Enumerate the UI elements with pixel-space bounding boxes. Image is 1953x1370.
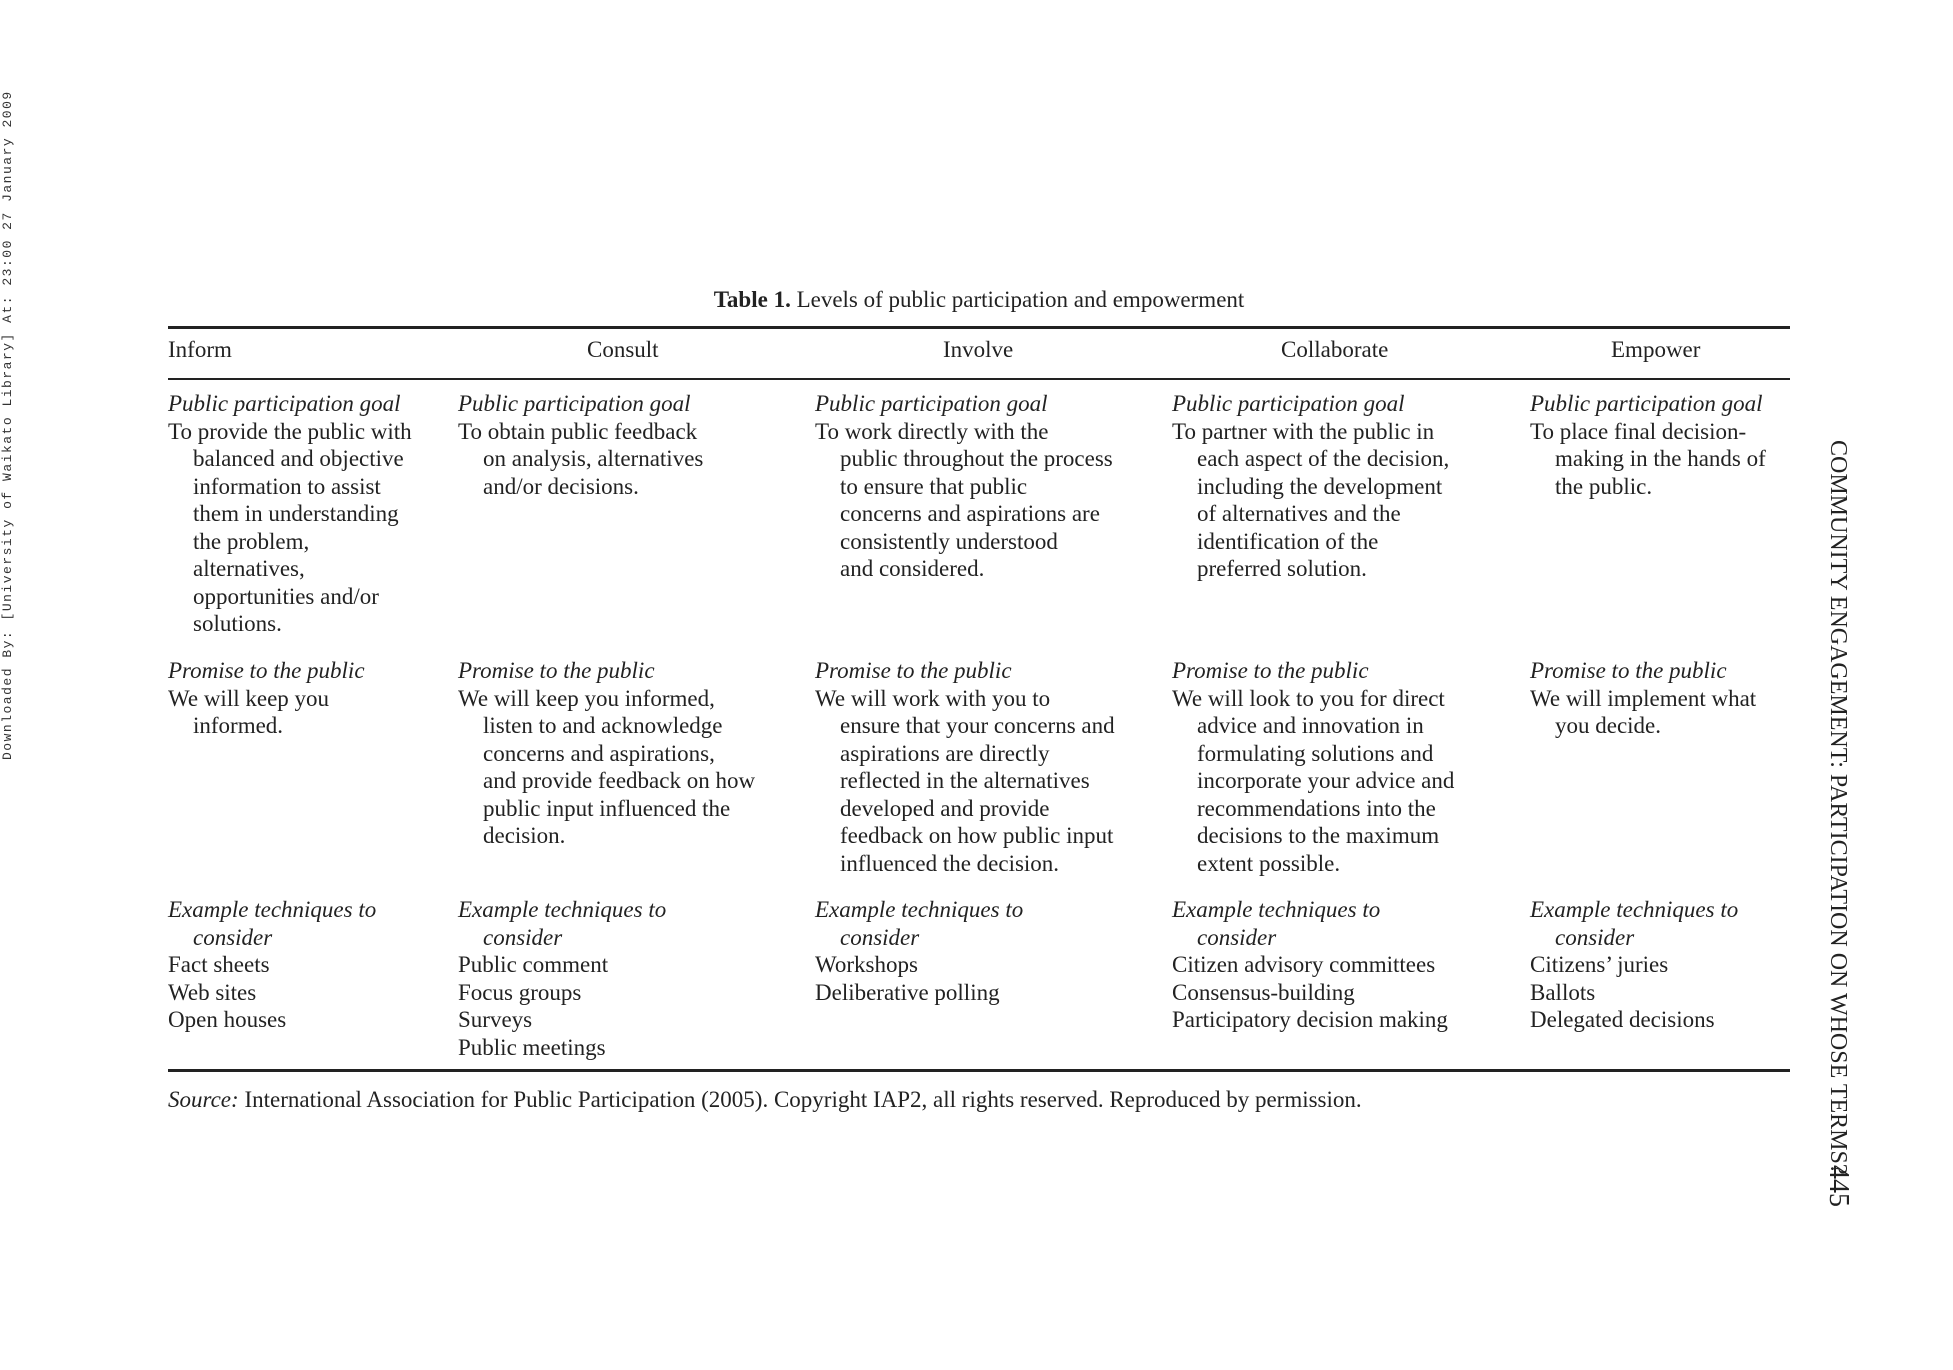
technique-item: Workshops bbox=[815, 952, 918, 977]
goal-line: information to assist bbox=[193, 473, 381, 499]
goal-line: To work directly with the bbox=[815, 418, 1049, 444]
techniques-label: consider bbox=[193, 924, 273, 950]
promise-label: Promise to the public bbox=[1530, 658, 1727, 683]
technique-item: Deliberative polling bbox=[815, 979, 1000, 1005]
techniques-label: Example techniques to bbox=[1172, 897, 1381, 922]
promise-cell bbox=[168, 657, 453, 740]
goal-line: balanced and objective bbox=[193, 446, 404, 471]
promise-label: Promise to the public bbox=[458, 658, 655, 683]
header-involve: Involve bbox=[943, 337, 1014, 362]
promise-line: public input influenced the bbox=[483, 795, 731, 821]
goal-line: solutions. bbox=[193, 611, 282, 636]
header-inform: Inform bbox=[168, 337, 232, 362]
download-stamp: Downloaded By: [University of Waikato Library] At: 23:00 27 January 2009 bbox=[0, 90, 15, 760]
promise-line: developed and provide bbox=[840, 795, 1050, 821]
technique-item: Participatory decision making bbox=[1172, 1007, 1448, 1032]
techniques-cell bbox=[1530, 896, 1792, 1034]
goal-line: them in understanding bbox=[193, 501, 399, 526]
goal-line: To place final decision- bbox=[1530, 418, 1747, 444]
goal-cell bbox=[168, 390, 453, 638]
promise-label: Promise to the public bbox=[1172, 658, 1369, 683]
technique-item: Consensus-building bbox=[1172, 979, 1355, 1005]
technique-item: Ballots bbox=[1530, 979, 1596, 1005]
promise-line: decisions to the maximum bbox=[1197, 823, 1440, 848]
promise-line: We will implement what bbox=[1530, 685, 1757, 711]
promise-line: We will work with you to bbox=[815, 685, 1051, 711]
promise-line: informed. bbox=[193, 713, 284, 738]
goal-label: Public participation goal bbox=[1530, 391, 1763, 416]
page-number: 445 bbox=[1823, 1165, 1854, 1207]
promise-line: aspirations are directly bbox=[840, 740, 1050, 766]
goal-label: Public participation goal bbox=[168, 391, 401, 416]
goal-line: including the development bbox=[1197, 473, 1443, 499]
goal-line: the public. bbox=[1555, 473, 1653, 499]
goal-line: each aspect of the decision, bbox=[1197, 446, 1450, 471]
techniques-label: Example techniques to bbox=[815, 897, 1024, 922]
goal-line: alternatives, bbox=[193, 556, 305, 581]
source-label: Source: bbox=[168, 1087, 239, 1112]
goal-label: Public participation goal bbox=[815, 391, 1048, 416]
techniques-label: consider bbox=[1555, 924, 1635, 950]
table-caption-text: Levels of public participation and empowerment bbox=[796, 287, 1245, 312]
table-caption-label: Table 1. bbox=[713, 287, 791, 312]
goal-line: concerns and aspirations are bbox=[840, 501, 1100, 526]
technique-item: Focus groups bbox=[458, 979, 582, 1005]
techniques-cell bbox=[458, 896, 810, 1061]
techniques-label: Example techniques to bbox=[168, 897, 377, 922]
promise-line: ensure that your concerns and bbox=[840, 713, 1115, 738]
table-top-rule bbox=[168, 326, 1790, 329]
techniques-label: consider bbox=[1197, 924, 1277, 950]
promise-cell bbox=[458, 657, 810, 850]
technique-item: Public comment bbox=[458, 952, 609, 977]
promise-line: extent possible. bbox=[1197, 850, 1341, 876]
promise-line: We will keep you informed, bbox=[458, 685, 715, 711]
goal-cell bbox=[1172, 390, 1524, 583]
promise-line: advice and innovation in bbox=[1197, 713, 1424, 738]
goal-line: and considered. bbox=[840, 556, 985, 581]
goal-line: and/or decisions. bbox=[483, 473, 639, 499]
source-text: International Association for Public Participation (2005). Copyright IAP2, all rights reserved. Reproduced by permission. bbox=[244, 1087, 1362, 1112]
promise-line: influenced the decision. bbox=[840, 850, 1060, 876]
promise-line: We will look to you for direct bbox=[1172, 685, 1445, 711]
techniques-label: Example techniques to bbox=[458, 897, 667, 922]
technique-item: Web sites bbox=[168, 979, 257, 1005]
promise-line: We will keep you bbox=[168, 685, 330, 711]
technique-item: Delegated decisions bbox=[1530, 1007, 1715, 1032]
goal-line: opportunities and/or bbox=[193, 583, 379, 609]
goal-cell bbox=[1530, 390, 1792, 500]
goal-line: To obtain public feedback bbox=[458, 418, 698, 444]
goal-line: preferred solution. bbox=[1197, 556, 1367, 581]
technique-item: Fact sheets bbox=[168, 952, 270, 977]
goal-label: Public participation goal bbox=[458, 391, 691, 416]
promise-line: formulating solutions and bbox=[1197, 740, 1434, 766]
promise-line: feedback on how public input bbox=[840, 823, 1114, 848]
techniques-label: consider bbox=[840, 924, 920, 950]
table-source-note bbox=[168, 1087, 1362, 1113]
technique-item: Citizens’ juries bbox=[1530, 952, 1669, 977]
promise-line: reflected in the alternatives bbox=[840, 768, 1090, 793]
technique-item: Open houses bbox=[168, 1007, 287, 1032]
technique-item: Surveys bbox=[458, 1007, 533, 1032]
promise-cell bbox=[815, 657, 1167, 877]
table-bottom-rule bbox=[168, 1069, 1790, 1072]
goal-line: making in the hands of bbox=[1555, 446, 1766, 471]
goal-cell bbox=[458, 390, 810, 500]
techniques-cell bbox=[1172, 896, 1524, 1034]
promise-line: listen to and acknowledge bbox=[483, 713, 723, 738]
promise-cell bbox=[1172, 657, 1524, 877]
goal-label: Public participation goal bbox=[1172, 391, 1405, 416]
goal-line: the problem, bbox=[193, 528, 310, 554]
technique-item: Public meetings bbox=[458, 1034, 606, 1060]
goal-line: to ensure that public bbox=[840, 473, 1028, 499]
goal-line: To partner with the public in bbox=[1172, 418, 1435, 444]
goal-line: identification of the bbox=[1197, 528, 1379, 554]
promise-label: Promise to the public bbox=[815, 658, 1012, 683]
techniques-cell bbox=[168, 896, 453, 1034]
goal-line: of alternatives and the bbox=[1197, 501, 1401, 526]
goal-line: To provide the public with bbox=[168, 418, 412, 444]
promise-line: decision. bbox=[483, 823, 566, 848]
promise-line: incorporate your advice and bbox=[1197, 768, 1455, 793]
promise-line: concerns and aspirations, bbox=[483, 740, 715, 766]
goal-line: public throughout the process bbox=[840, 446, 1113, 471]
techniques-label: Example techniques to bbox=[1530, 897, 1739, 922]
promise-label: Promise to the public bbox=[168, 658, 365, 683]
header-collaborate: Collaborate bbox=[1281, 337, 1389, 362]
technique-item: Citizen advisory committees bbox=[1172, 952, 1436, 977]
promise-line: and provide feedback on how bbox=[483, 768, 756, 793]
header-consult: Consult bbox=[587, 337, 659, 362]
table-caption bbox=[168, 287, 1790, 313]
header-empower: Empower bbox=[1611, 337, 1701, 362]
promise-line: recommendations into the bbox=[1197, 795, 1436, 821]
running-head: COMMUNITY ENGAGEMENT: PARTICIPATION ON WHOSE TERMS? bbox=[1825, 440, 1851, 1175]
techniques-label: consider bbox=[483, 924, 563, 950]
goal-cell bbox=[815, 390, 1167, 583]
table-header-rule bbox=[168, 378, 1790, 380]
promise-line: you decide. bbox=[1555, 713, 1662, 738]
techniques-cell bbox=[815, 896, 1167, 1006]
goal-line: consistently understood bbox=[840, 528, 1058, 554]
goal-line: on analysis, alternatives bbox=[483, 446, 704, 471]
promise-cell bbox=[1530, 657, 1792, 740]
